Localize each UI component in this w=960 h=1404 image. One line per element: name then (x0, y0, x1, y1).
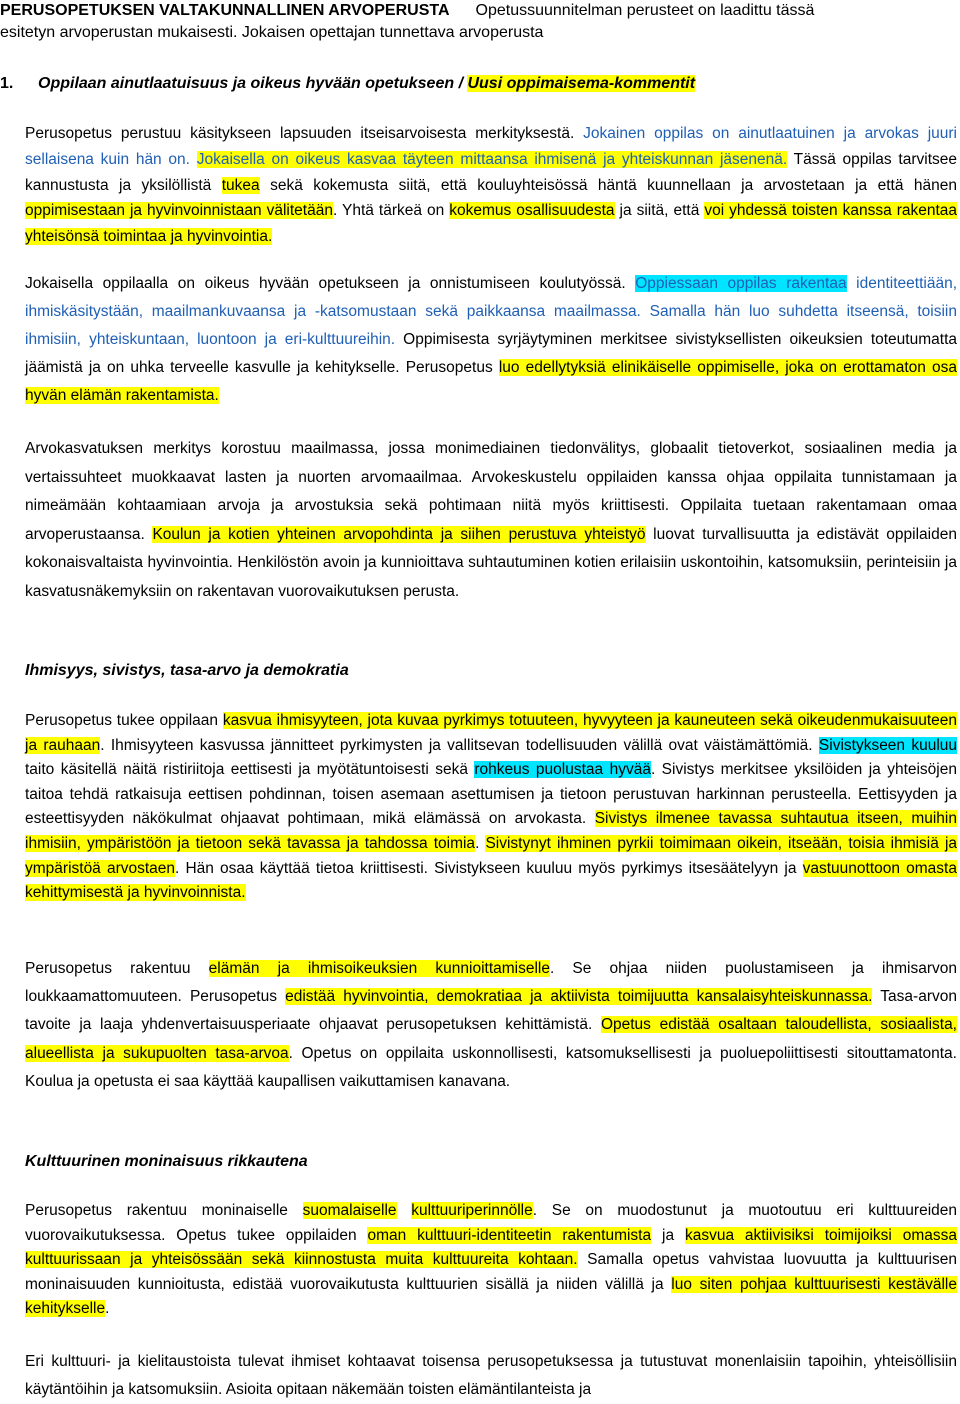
p6-i: luo siten pohjaa kulttuurisesti kestävälle kehitykselle (25, 1275, 957, 1318)
p6-e: oman kulttuuri-identiteetin rakentumista (367, 1226, 652, 1244)
comments-label: Uusi oppimaisema-kommentit (467, 75, 696, 92)
p6-a: Perusopetus rakentuu moninaiselle (25, 1202, 288, 1219)
p1-s4a: Tässä oppilas tarvitsee kannustusta ja yksilöllistä (25, 150, 957, 194)
p4-d: Sivistykseen kuuluu (818, 736, 958, 754)
p4-a: Perusopetus tukee oppilaan (25, 712, 219, 729)
p5-a: Perusopetus rakentuu (25, 960, 191, 977)
p1-s4b: tukea (221, 176, 260, 194)
p5-g: . Opetus on oppilaita uskonnollisesti, katsomuksellisesti ja puoluepoliittisesti sitouttamatonta. Koulua ja opetusta ei saa käyttää kaupallisen vaikuttamisen kanavana. (25, 1044, 957, 1090)
p1-s5c: ja siitä, että (619, 202, 700, 220)
p6-d: . Se on muodostunut ja muotoutuu eri kulttuureiden vuorovaikutuksessa. Opetus tukee oppilaiden (25, 1202, 958, 1244)
p5-c: . Se ohjaa niiden puolustamiseen ja ihmisarvon loukkaamattomuuteen. Perusopetus (25, 960, 957, 1006)
p1-s5a: Yhtä tärkeä on (342, 202, 445, 220)
paragraph-5 (25, 955, 957, 1096)
p4-h: Sivistys ilmenee tavassa suhtautua itseen, muihin ihmisiin, ympäristöön ja tietoon sekä tavassa ja tahdossa toimia (25, 810, 957, 852)
p5-e: Tasa-arvon tavoite ja laaja yhdenvertaisuusperiaate ohjaavat perusopetuksen kehittämistä. (25, 988, 957, 1034)
paragraph-2 (25, 270, 957, 410)
p2-s5b: luo edellytyksiä elinikäiselle oppimiselle, joka on erottamaton osa hyvän elämän rakentamista. (25, 359, 957, 404)
p4-k: . Hän osaa käyttää tietoa kriittisesti. Sivistykseen kuuluu myös pyrkimys itsesäätelyyn ja (175, 859, 797, 877)
p3-s3: luovat turvallisuutta ja edistävät oppilaiden kokonaisvaltaista hyvinvointia. Henkilöstön avoin ja kunnioittava suhtautuminen kotien erilaisiin uskontoihin, katsomuksiin, perinteisiin ja kasvatusnäkemyksiin on rakentavan vuorovaikutuksen perusta. (25, 525, 957, 600)
p4-g: . Sivistys merkitsee yksilöiden ja yhteisöjen taitoa tehdä ratkaisuja eettisen pohdinnan, toisen asemaan asettumisen ja tietoon perustuvan harkinnan perusteella. Eettisyyden ja esteettisyyden näkökulmat ohjaavat pohtimaan, mikä elämässä on arvokasta. (25, 761, 957, 828)
page-header (0, 0, 960, 44)
header-text-1: Opetussuunnitelman perusteet on laadittu tässä (475, 2, 815, 19)
paragraph-6 (25, 1199, 957, 1322)
p2-s3: Samalla hän luo suhdetta itseensä, toisiin ihmisiin, yhteiskuntaan, luontoon ja eri-kulttuureihin. (25, 303, 957, 348)
p4-j: Sivistynyt ihminen pyrkii toimimaan oikein, itseään, toisia ihmisiä ja ympäristöä arvostaen (25, 834, 958, 877)
section-heading-1 (0, 73, 960, 95)
p4-b: kasvua ihmisyyteen, jota kuvaa pyrkimys totuuteen, hyvyyteen ja kauneuteen sekä oikeudenmukaisuuteen ja rauhaan (25, 712, 957, 754)
p6-b: suomalaiselle (302, 1202, 397, 1219)
p2-s4: Oppimisesta syrjäytyminen merkitsee sivistyksellisten oikeuksien toteutumatta jäämistä ja on uhka terveelle kasvulle ja kehitykselle. (25, 331, 957, 376)
p5-b: elämän ja ihmisoikeuksien kunnioittamiselle (208, 960, 550, 977)
section-heading-2: Ihmisyys, sivistys, tasa-arvo ja demokratia (25, 662, 349, 679)
p2-s1: Jokaisella oppilaalla on oikeus hyvään opetukseen ja onnistumiseen koulutyössä. (25, 275, 626, 292)
p6-h: Samalla opetus vahvistaa luovuutta ja kulttuurisen moninaisuuden kunnioitusta, edistää vuorovaikutusta kulttuurien sisällä ja niiden välillä ja (25, 1251, 957, 1293)
p2-s2a: Oppiessaan oppilas rakentaa (635, 275, 847, 292)
p2-s2b: identiteettiään, ihmiskäsitystään, maailmankuvaansa ja -katsomustaan sekä paikkaansa maailmassa. (25, 275, 957, 320)
p6-g: kasvua aktiivisiksi toimijoiksi omassa kulttuurissaan ja yhteisössään sekä kiinnostusta muita kulttuureita kohtaan. (25, 1226, 958, 1269)
p4-c: . Ihmisyyteen kasvussa jännitteet pyrkimysten ja vallitsevan todellisuuden välillä ovat väistämättömiä. (100, 736, 813, 754)
p4-f: rohkeus puolustaa hyvää (474, 761, 651, 779)
p1-s4e: . (332, 202, 338, 220)
paragraph-7 (25, 1348, 957, 1404)
separator: / (454, 75, 468, 92)
p4-e: taito käsitellä näitä ristiriitoja eettisesti ja myötätuntoisesti sekä (25, 761, 468, 779)
p7-a: Eri kulttuuri- ja kielitaustoista tulevat ihmiset kohtaavat toisensa perusopetuksessa ja tutustuvat monenlaisiin tapoihin, yhteisöllisiin käytäntöihin ja katsomuksiin. Asioita opitaan näkemään toisten elämäntilanteista ja (25, 1353, 957, 1398)
section-title: Oppilaan ainutlaatuisuus ja oikeus hyvään opetukseen (38, 75, 455, 92)
p1-s5b: kokemus osallisuudesta (449, 202, 615, 220)
p1-s1: Perusopetus perustuu käsitykseen lapsuuden itseisarvoisesta merkityksestä. (25, 125, 575, 142)
paragraph-1 (25, 121, 957, 250)
document-title: PERUSOPETUKSEN VALTAKUNNALLINEN ARVOPERUSTA (0, 2, 450, 19)
p5-d: edistää hyvinvointia, demokratiaa ja aktiivista toimijuutta kansalaisyhteiskunnassa. (285, 988, 873, 1006)
p4-l: vastuunottoon omasta kehittymisestä ja hyvinvoinnista. (25, 859, 957, 902)
p6-j: . (105, 1300, 110, 1318)
p1-s4d: oppimisestaan ja hyvinvoinnistaan välitetään (25, 202, 333, 220)
p5-f: Opetus edistää osaltaan taloudellista, sosiaalista, alueellista ja sukupuolten tasa-arvoa (25, 1016, 957, 1062)
p1-s2: Jokainen oppilas on ainutlaatuinen ja arvokas juuri sellaisena kuin hän on. (25, 125, 958, 168)
header-text-2: esitetyn arvoperustan mukaisesti. Jokaisen opettajan tunnettava arvoperusta (0, 24, 544, 41)
paragraph-4 (25, 709, 957, 906)
paragraph-3 (25, 435, 957, 607)
p1-s5d: voi yhdessä toisten kanssa rakentaa yhteisönsä toimintaa ja hyvinvointia. (25, 202, 958, 246)
p2-s5a: Perusopetus (405, 359, 493, 376)
p6-f: ja (662, 1226, 675, 1244)
p4-i: . (475, 834, 480, 852)
p6-c: kulttuuriperinnölle (411, 1202, 533, 1219)
section-number: 1. (0, 75, 14, 92)
p3-s2: Koulun ja kotien yhteinen arvopohdinta ja siihen perustuva yhteistyö (152, 525, 646, 543)
p3-s1: Arvokasvatuksen merkitys korostuu maailmassa, jossa monimediainen tiedonvälitys, globaalit tietoverkot, sosiaalinen media ja vertaissuhteet muokkaavat lasten ja nuorten arvomaailmaa. Arvokeskustelu oppilaiden kanssa ohjaa oppilaita tunnistamaan ja nimeämään kohtaamiaan arvoja ja arvostuksia sekä pohtimaan niitä myös kriittisesti. Oppilaita tuetaan rakentamaan omaa arvoperustaansa. (25, 440, 957, 543)
p1-s4c: sekä kokemusta siitä, että kouluyhteisössä häntä kuunnellaan ja arvostetaan ja että hänen (270, 176, 957, 194)
p1-s3: Jokaisella on oikeus kasvaa täyteen mittaansa ihmisenä ja yhteiskunnan jäsenenä. (196, 150, 788, 168)
section-heading-3: Kulttuurinen moninaisuus rikkautena (25, 1153, 308, 1170)
